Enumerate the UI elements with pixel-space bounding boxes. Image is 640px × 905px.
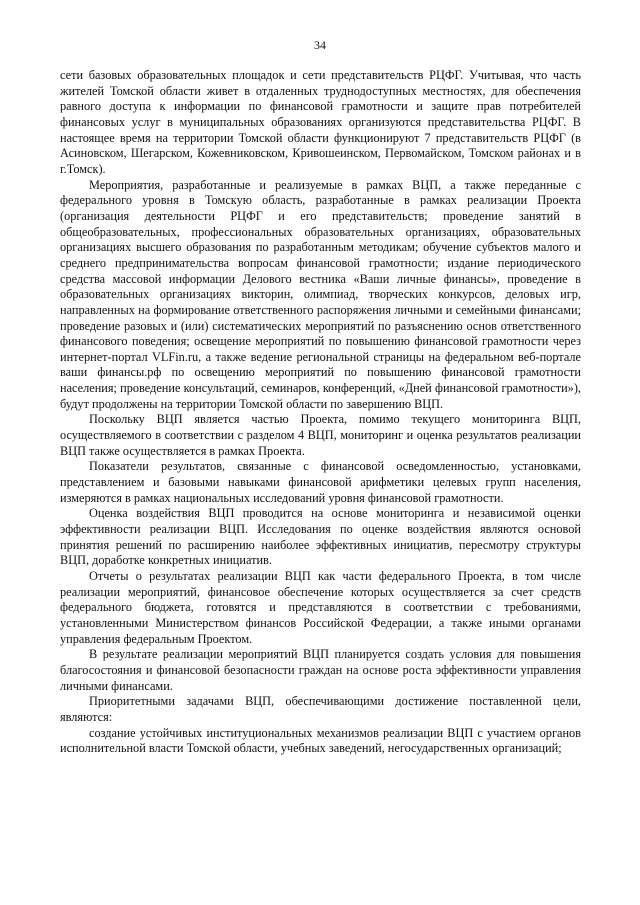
paragraph: Показатели результатов, связанные с финансовой осведомленностью, установками, представлением и базовыми навыками финансовой арифметики целевых групп населения, измеряются в рамках национальных исследований уровня финансовой грамотности. <box>60 459 581 505</box>
paragraph: В результате реализации мероприятий ВЦП планируется создать условия для повышения благосостояния и финансовой безопасности граждан на основе роста эффективности управления личными финансами. <box>60 647 581 693</box>
paragraph: Приоритетными задачами ВЦП, обеспечивающими достижение поставленной цели, являются: <box>60 694 581 724</box>
paragraph: создание устойчивых институциональных механизмов реализации ВЦП с участием органов исполнительной власти Томской области, учебных заведений, негосударственных организаций; <box>60 725 581 756</box>
paragraph: Оценка воздействия ВЦП проводится на основе мониторинга и независимой оценки эффективности реализации ВЦП. Исследования по оценке воздействия являются основой принятия решений по расширению наиболее эффективных инициатив, пересмотру структуры ВЦП, доработке конкретных инициатив. <box>60 506 581 568</box>
paragraph: Поскольку ВЦП является частью Проекта, помимо текущего мониторинга ВЦП, осуществляемого в соответствии с разделом 4 ВЦП, мониторинг и оценка результатов реализации ВЦП также осуществляется в рамках Проекта. <box>60 412 581 458</box>
page-number: 34 <box>314 38 326 52</box>
paragraph: Отчеты о результатах реализации ВЦП как части федерального Проекта, в том числе реализации мероприятий, финансовое обеспечение которых осуществляется за счет средств федерального бюджета, готовятся и представляются в соответствии с требованиями, установленными Министерством финансов Российской Федерации, а также иными органами управления федеральным Проектом. <box>60 569 581 646</box>
paragraph: Мероприятия, разработанные и реализуемые в рамках ВЦП, а также переданные с федерального уровня в Томскую область, разработанные в рамках реализации Проекта (организация деятельности РЦФГ и его представительств; проведение занятий в общеобразовательных, профессиональных образовательных организациях, образовательных организациях высшего образования по разработанным методикам; обучение субъектов малого и среднего предпринимательства вопросам финансовой грамотности; издание периодического средства массовой информации Делового вестника «Ваши личные финансы», проведение в образовательных организациях викторин, олимпиад, творческих конкурсов, деловых игр, направленных на формирование ответственного распоряжения личными и семейными финансами; проведение разовых и (или) систематических мероприятий по разъяснению основ ответственного финансового поведения; освещение мероприятий по повышению финансовой грамотности через интернет-портал VLFin.ru, а также ведение региональной страницы на федеральном веб-портале ваши финансы.рф по освещению мероприятий по повышению финансовой грамотности населения; проведение консультаций, семинаров, конференций, «Дней финансовой грамотности»), будут продолжены на территории Томской области по завершению ВЦП. <box>60 177 581 411</box>
document-body <box>60 68 581 757</box>
paragraph: сети базовых образовательных площадок и сети представительств РЦФГ. Учитывая, что часть жителей Томской области живет в отдаленных труднодоступных местностях, для обеспечения равного доступа к информации по финансовой грамотности и защите прав потребителей финансовых услуг в муниципальных образованиях организуются представительства РЦФГ. В настоящее время на территории Томской области функционируют 7 представительств РЦФГ (в Асиновском, Шегарском, Кожевниковском, Кривошеинском, Первомайском, Томском районах и в г.Томск). <box>60 68 581 176</box>
